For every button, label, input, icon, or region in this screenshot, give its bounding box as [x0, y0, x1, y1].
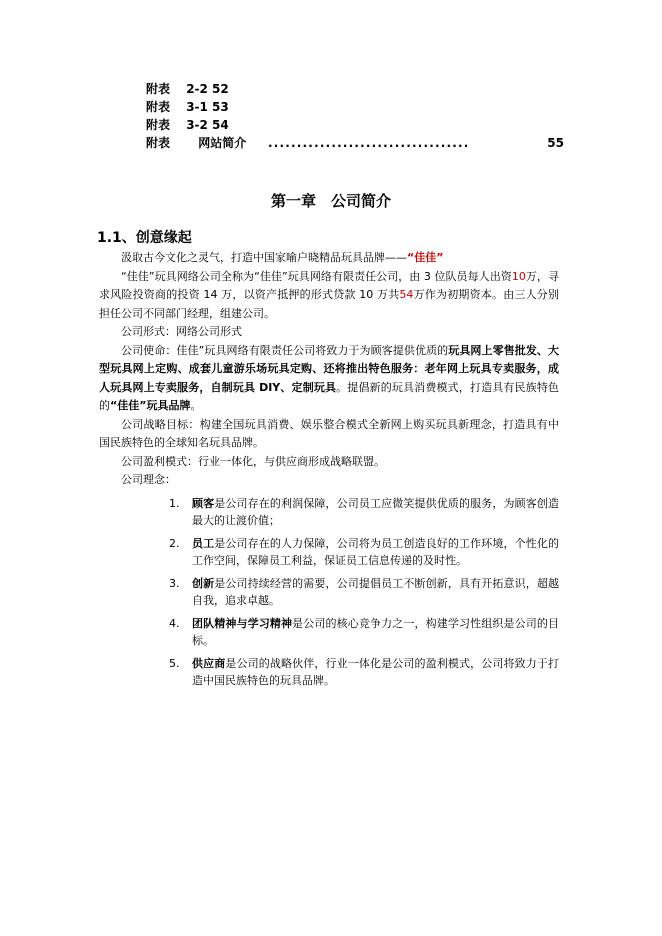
toc-entry[interactable] — [146, 116, 566, 134]
list-number: 2. — [169, 536, 180, 550]
table-of-contents — [146, 80, 566, 152]
form-paragraph: 公司形式：网络公司形式 — [121, 325, 242, 338]
intro-paragraph — [99, 249, 559, 268]
mission-text-d: 。 — [190, 399, 202, 412]
toc-title: 3-1 53 — [186, 100, 229, 114]
list-item-head: 供应商 — [192, 656, 226, 670]
capital-number: 54 — [399, 288, 414, 301]
list-item-head: 员工 — [192, 536, 215, 550]
document-body — [99, 249, 559, 695]
list-number: 1. — [169, 496, 180, 510]
section-title: 1.1、创意缘起 — [97, 230, 192, 246]
list-item-text: 是公司的战略伙伴，行业一体化是公司的盈利模式，公司将致力于打造中国民族特色的玩具品牌。 — [192, 656, 559, 687]
toc-leader-dots: ................................... — [268, 136, 470, 150]
philosophy-list — [99, 495, 559, 690]
list-item — [99, 535, 559, 570]
list-item — [99, 575, 559, 610]
brand-name: “佳佳” — [407, 251, 444, 264]
chapter-title: 第一章 公司简介 — [270, 192, 391, 210]
mission-brand: “佳佳”玩具品牌 — [110, 399, 191, 412]
company-paragraph — [99, 268, 559, 324]
toc-label: 附表 — [146, 100, 171, 114]
list-item-head: 创新 — [192, 576, 215, 590]
mission-paragraph — [99, 342, 559, 416]
toc-title: 网站简介 — [198, 136, 247, 150]
list-item-text: 是公司的核心竞争力之一，构建学习性组织是公司的目标。 — [192, 616, 559, 647]
company-text-c: 万作为初期资本。由三人分别担任公司不同部门经理，组建公司。 — [99, 288, 559, 320]
list-item-head: 顾客 — [192, 496, 215, 510]
list-item-text: 是公司存在的人力保障，公司将为员工创造良好的工作环境，个性化的工作空间，保障员工利益，保证员工信息传递的及时性。 — [192, 536, 559, 567]
toc-title: 2-2 52 — [186, 82, 229, 96]
mission-services: 玩具网上零售批发、大型玩具网上定购、成套儿童游乐场玩具定购、还将推出特色服务：老年网上玩具专卖服务，成人玩具网上专卖服务，自制玩具 DIY、定制玩具 — [99, 343, 559, 394]
list-item-text: 是公司存在的利润保障，公司员工应微笑提供优质的服务，为顾客创造最大的让渡价值； — [192, 496, 559, 527]
list-item — [99, 655, 559, 690]
toc-entry[interactable] — [146, 98, 566, 116]
list-item — [99, 615, 559, 650]
mission-text-a: 公司使命：佳佳”玩具网络有限责任公司将致力于为顾客提供优质的 — [121, 343, 449, 357]
list-number: 5. — [169, 656, 180, 670]
toc-entry[interactable] — [146, 80, 566, 98]
company-text-b: 万，寻求风险投资商的投资 14 万，以资产抵押的形式贷款 10 万共 — [99, 269, 559, 301]
toc-label: 附表 — [146, 82, 171, 96]
philosophy-label: 公司理念： — [121, 473, 176, 486]
toc-title: 3-2 54 — [186, 118, 229, 132]
investment-number: 10 — [511, 269, 526, 283]
list-item — [99, 495, 559, 530]
intro-text: 汲取古今文化之灵气，打造中国家喻户晓精品玩具品牌—— — [121, 251, 407, 264]
toc-page-number: 55 — [547, 136, 564, 150]
list-item-head: 团队精神与学习精神 — [192, 616, 293, 630]
toc-entry[interactable] — [146, 134, 566, 152]
mission-text-c: 。提倡新的玩具消费模式，打造具有民族特色的 — [99, 380, 559, 412]
profit-paragraph: 公司盈利模式：行业一体化，与供应商形成战略联盟。 — [121, 454, 385, 468]
list-number: 4. — [169, 616, 180, 630]
list-number: 3. — [169, 576, 180, 590]
strategy-paragraph: 公司战略目标：构建全国玩具消费、娱乐整合模式全新网上购买玩具新理念，打造具有中国民族特色的全球知名玩具品牌。 — [99, 417, 559, 449]
list-item-text: 是公司持续经营的需要，公司提倡员工不断创新，具有开拓意识，超越自我，追求卓越。 — [192, 576, 559, 607]
toc-label: 附表 — [146, 136, 171, 150]
toc-label: 附表 — [146, 118, 171, 132]
company-text-a: “佳佳”玩具网络公司全称为“佳佳”玩具网络有限责任公司，由 3 位队员每人出资 — [121, 269, 512, 283]
